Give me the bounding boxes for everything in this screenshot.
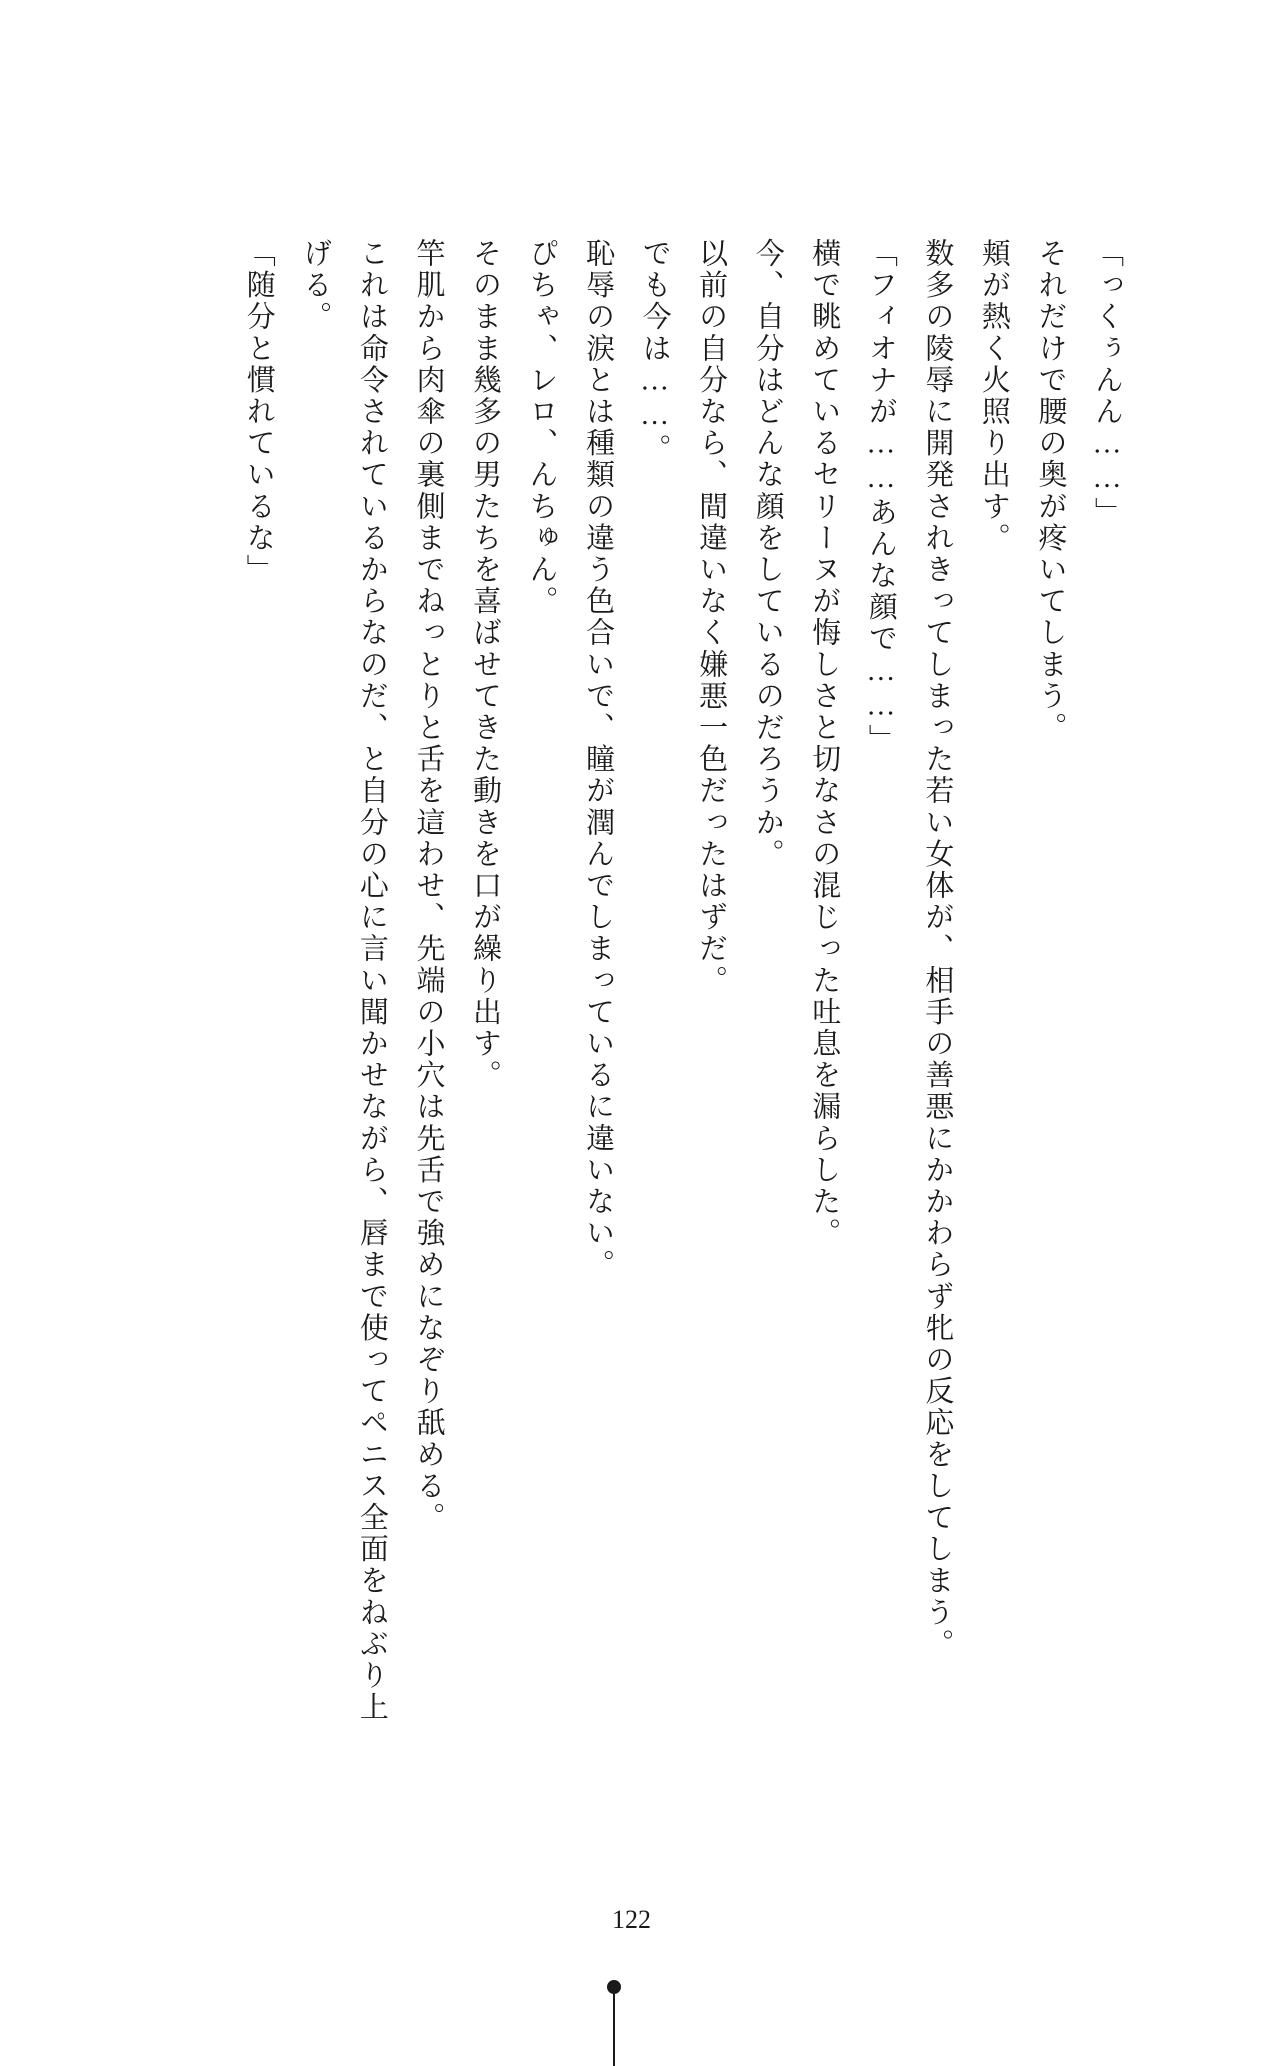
paragraph: 「フィオナが……あんな顔で……」 bbox=[864, 238, 897, 756]
paragraph: 以前の自分なら、間違いなく嫌悪一色だったはずだ。 bbox=[695, 238, 728, 997]
paragraph: そのまま幾多の男たちを喜ばせてきた動きを口が繰り出す。 bbox=[468, 238, 501, 1092]
paragraph: 「随分と慣れているな」 bbox=[242, 238, 275, 586]
paragraph: 竿肌から肉傘の裏側までねっとりと舌を這わせ、先端の小穴は先舌で強めになぞり舐める。 bbox=[412, 238, 445, 1534]
paragraph: 頬が熱く火照り出す。 bbox=[977, 238, 1010, 554]
spine-dot-mark bbox=[607, 1980, 621, 1994]
spine-line-mark bbox=[613, 1994, 615, 2066]
page-number: 122 bbox=[612, 1905, 651, 1934]
paragraph: 「っくぅんん……」 bbox=[1091, 238, 1123, 529]
paragraph: 今、自分はどんな顔をしているのだろうか。 bbox=[751, 238, 784, 870]
page-body-text bbox=[115, 238, 1135, 1738]
paragraph: これは命令されているからなのだ、と自分の心に言い聞かせながら、唇まで使ってペニス全面をねぶり上げる。 bbox=[299, 238, 388, 1724]
paragraph: それだけで腰の奥が疼いてしまう。 bbox=[1034, 238, 1067, 744]
paragraph: でも今は……。 bbox=[638, 238, 671, 466]
paragraph: 数多の陵辱に開発されきってしまった若い女体が、相手の善悪にかかわらず牝の反応をしてしまう。 bbox=[921, 238, 954, 1660]
paragraph: 横で眺めているセリーヌが悔しさと切なさの混じった吐息を漏らした。 bbox=[808, 238, 841, 1250]
paragraph: 恥辱の涙とは種類の違う色合いで、瞳が潤んでしまっているに違いない。 bbox=[582, 238, 615, 1281]
paragraph: ぴちゃ、レロ、んちゅん。 bbox=[525, 238, 558, 618]
